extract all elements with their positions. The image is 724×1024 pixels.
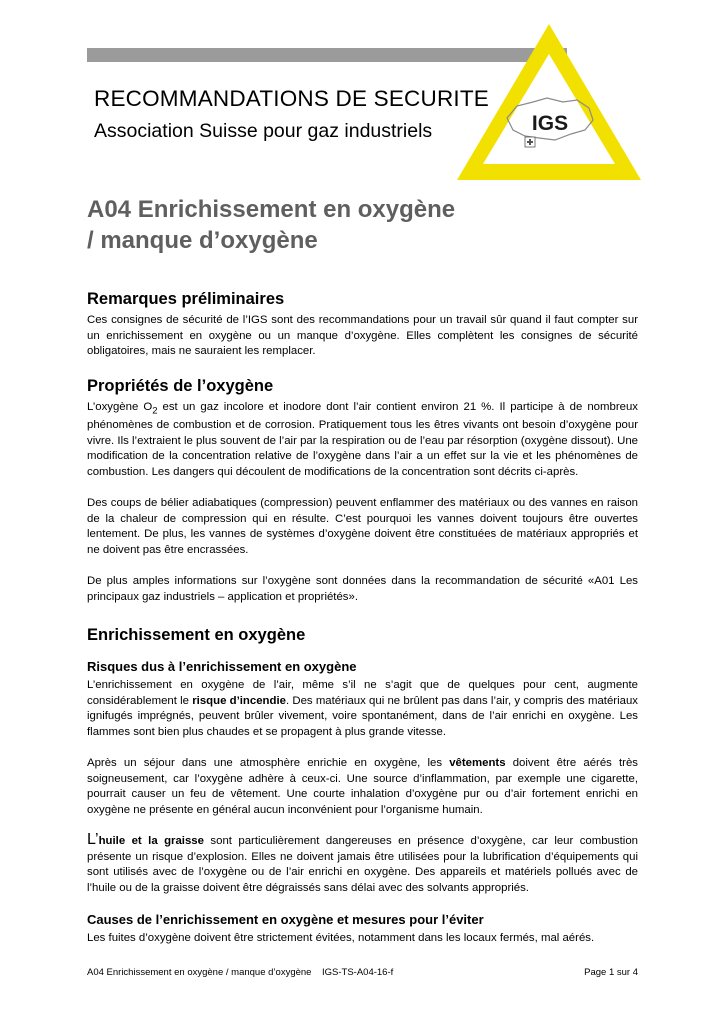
document-title — [87, 194, 455, 256]
document-title-line1: A04 Enrichissement en oxygène — [87, 196, 456, 223]
paragraph-proprietes-1: L’oxygène $O_2$ est un gaz incolore et inodore dont l’air contient environ 21 %. Il participe à de nombreux phénomènes de combustion et de corrosion. Pratiquement tous les êtres vivants ont besoin d’oxygène pour vivre. Ils l’extraient le plus souvent de l’air par la respiration ou de l’eau par résorption (oxygène dissout). Une modification de la concentration relative de l’oxygène dans l’air a un effet sur la vie et les phénomènes de combustion. Les dangers qui découlent de modifications de la concentration sont décrits ci-après. — [87, 400, 638, 478]
paragraph-risques-2: Après un séjour dans une atmosphère enrichie en oxygène, les vêtements doivent être aérés très soigneusement, car l’oxygène adhère à ceux-ci. Une source d’inflammation, par exemple une cigarette, pourrait causer un feu de vêtement. Une courte inhalation d’oxygène pur ou d’air fortement enrichi en oxygène ne présente en général aucun inconvénient pour l’organisme humain. — [87, 757, 638, 816]
subheading-risques: Risques dus à l’enrichissement en oxygène — [87, 659, 357, 675]
header-title: RECOMMANDATIONS DE SECURITE — [94, 86, 490, 111]
section-heading-enrichissement: Enrichissement en oxygène — [87, 626, 306, 645]
footer-document-ref: A04 Enrichissement en oxygène / manque d’oxygène IGS-TS-A04-16-f — [87, 967, 394, 978]
section-heading-remarques: Remarques préliminaires — [87, 290, 285, 308]
document-body — [87, 289, 638, 947]
document-title-line2: / manque d’oxygène — [87, 227, 318, 254]
paragraph-risques-3: L’huile et la graisse sont particulièrement dangereuses en présence d’oxygène, car leur combustion présente un risque d’explosion. Elles ne doivent jamais être utilisées pour la lubrification d’équipements qui sont utilisés avec de l’oxygène ou de l’air enrichi en oxygène. Des appareils et matériels pollués avec de l’huile ou de la graisse doivent être dégraissés sans délai avec des solvants appropriés. — [87, 831, 638, 894]
footer-page-number: Page 1 sur 4 — [584, 967, 638, 978]
header-subtitle: Association Suisse pour gaz industriels — [94, 120, 433, 142]
paragraph-remarques: Ces consignes de sécurité de l’IGS sont des recommandations pour un travail sûr quand il faut compter sur un enrichissement en oxygène ou un manque d’oxygène. Elles complètent les consignes de sécurité obligatoires, mais ne sauraient les remplacer. — [87, 314, 638, 357]
logo-text: IGS — [531, 112, 569, 135]
paragraph-proprietes-3: De plus amples informations sur l’oxygène sont données dans la recommandation de sécurité «A01 Les principaux gaz industriels – application et propriétés». — [87, 575, 638, 603]
paragraph-risques-1: L’enrichissement en oxygène de l’air, même s’il ne s’agit que de quelques pour cent, augmente considérablement le risque d’incendie. Des matériaux qui ne brûlent pas dans l’air, y compris des matériaux ignifugés imprégnés, peuvent brûler vivement, voire spontanément, dans de l’air enrichi en oxygène. Les flammes sont bien plus chaudes et se propagent à plus grande vitesse. — [87, 679, 638, 738]
paragraph-causes-1: Les fuites d’oxygène doivent être strictement évitées, notamment dans les locaux fermés, mal aérés. — [87, 932, 595, 945]
paragraph-proprietes-2: Des coups de bélier adiabatiques (compression) peuvent enflammer des matériaux ou des vannes en raison de la chaleur de compression qui en résulte. C’est pourquoi les vannes doivent toujours être ouvertes lentement. De plus, les vannes de systèmes d’oxygène doivent être constituées de matériaux appropriés et ne doivent pas être encrassées. — [87, 497, 638, 556]
subheading-causes: Causes de l’enrichissement en oxygène et mesures pour l’éviter — [87, 912, 484, 928]
section-heading-proprietes: Propriétés de l’oxygène — [87, 376, 274, 395]
swiss-cross-icon — [525, 137, 535, 147]
